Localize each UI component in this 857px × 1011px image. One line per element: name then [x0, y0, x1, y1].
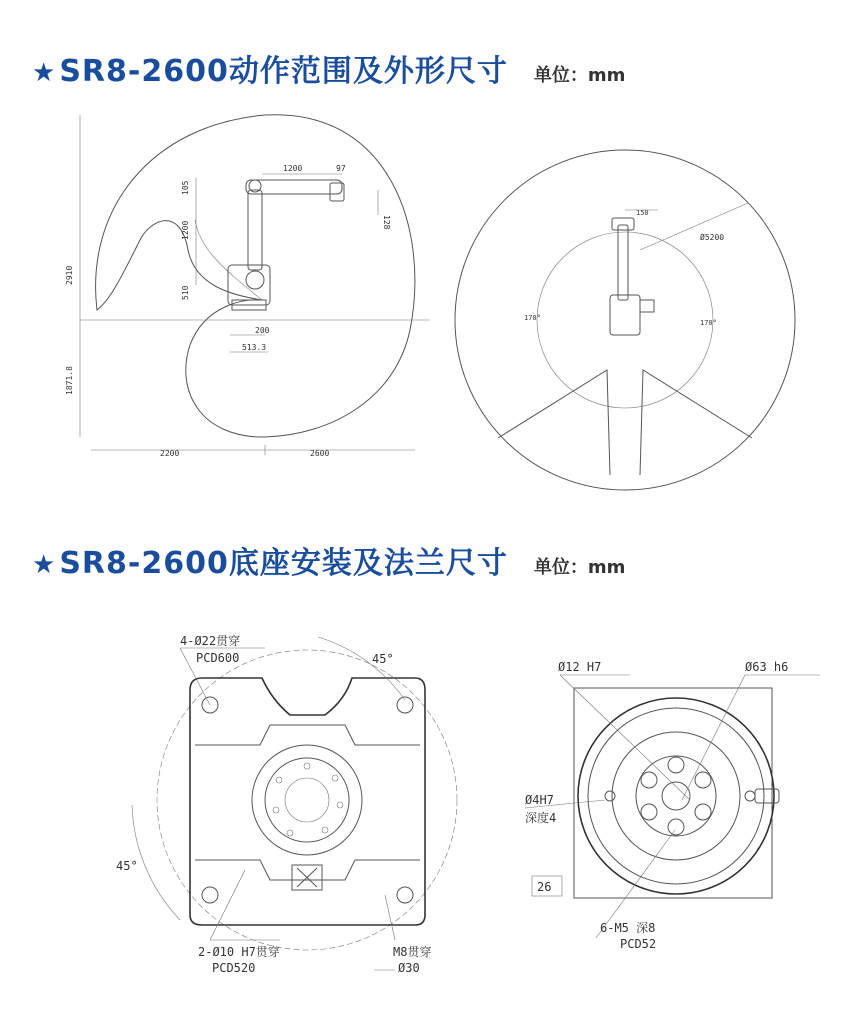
dim-105: 105 [181, 180, 190, 195]
flange-drawing [525, 660, 820, 951]
dim-2600: 2600 [310, 449, 330, 458]
unit-label-2: 单位：mm [533, 557, 626, 578]
flange-d63-label: Ø63 h6 [745, 660, 789, 674]
side-view-drawing [0, 0, 857, 480]
dim-1200-vert: 1200 [181, 220, 190, 240]
base-angle-top: 45° [372, 652, 394, 666]
flange-m5-label: 6-M5 深8 [600, 921, 656, 935]
flange-d4-label: Ø4H7 [525, 793, 554, 807]
angle-left-170: 170° [524, 314, 541, 322]
flange-dim26-label: 26 [537, 880, 552, 894]
base-m8-depth: Ø30 [398, 961, 420, 975]
dim-2910: 2910 [65, 265, 74, 285]
dim-5200: Ø5200 [700, 233, 725, 242]
base-m8-label: M8贯穿 [393, 945, 432, 959]
angle-right-170: 170° [700, 319, 717, 327]
dim-2200: 2200 [160, 449, 180, 458]
base-pin-label: 2-Ø10 H7贯穿 [198, 945, 280, 959]
base-flange-drawing [0, 600, 857, 1011]
base-angle-left: 45° [116, 859, 138, 873]
robot-base [228, 265, 270, 305]
dim-1200-top: 1200 [283, 164, 303, 173]
flange-depth4-label: 深度4 [525, 811, 557, 825]
top-view-drawing [455, 150, 795, 490]
reach-envelope [96, 115, 415, 437]
base-mounting-drawing [116, 633, 457, 975]
star-icon: ★ [32, 58, 56, 88]
section-title-range: SR8-2600动作范围及外形尺寸 [59, 54, 508, 89]
dim-1871: 1871.8 [65, 366, 74, 395]
unit-label: 单位：mm [533, 65, 626, 86]
base-holes-label: 4-Ø22贯穿 [180, 634, 241, 648]
dim-128: 128 [382, 215, 391, 230]
flange-pcd52-label: PCD52 [620, 937, 657, 951]
section-title-base: SR8-2600底座安装及法兰尺寸 [59, 546, 508, 581]
base-pcd600-label: PCD600 [196, 651, 240, 665]
dim-150: 150 [636, 209, 649, 217]
star-icon-2: ★ [32, 550, 56, 580]
flange-d12-label: Ø12 H7 [558, 660, 602, 674]
dim-513: 513.3 [242, 343, 267, 352]
dim-97: 97 [336, 164, 346, 173]
dim-200: 200 [255, 326, 270, 335]
section-heading-base [32, 538, 625, 582]
base-pcd520-label: PCD520 [212, 961, 256, 975]
dim-510: 510 [181, 285, 190, 300]
